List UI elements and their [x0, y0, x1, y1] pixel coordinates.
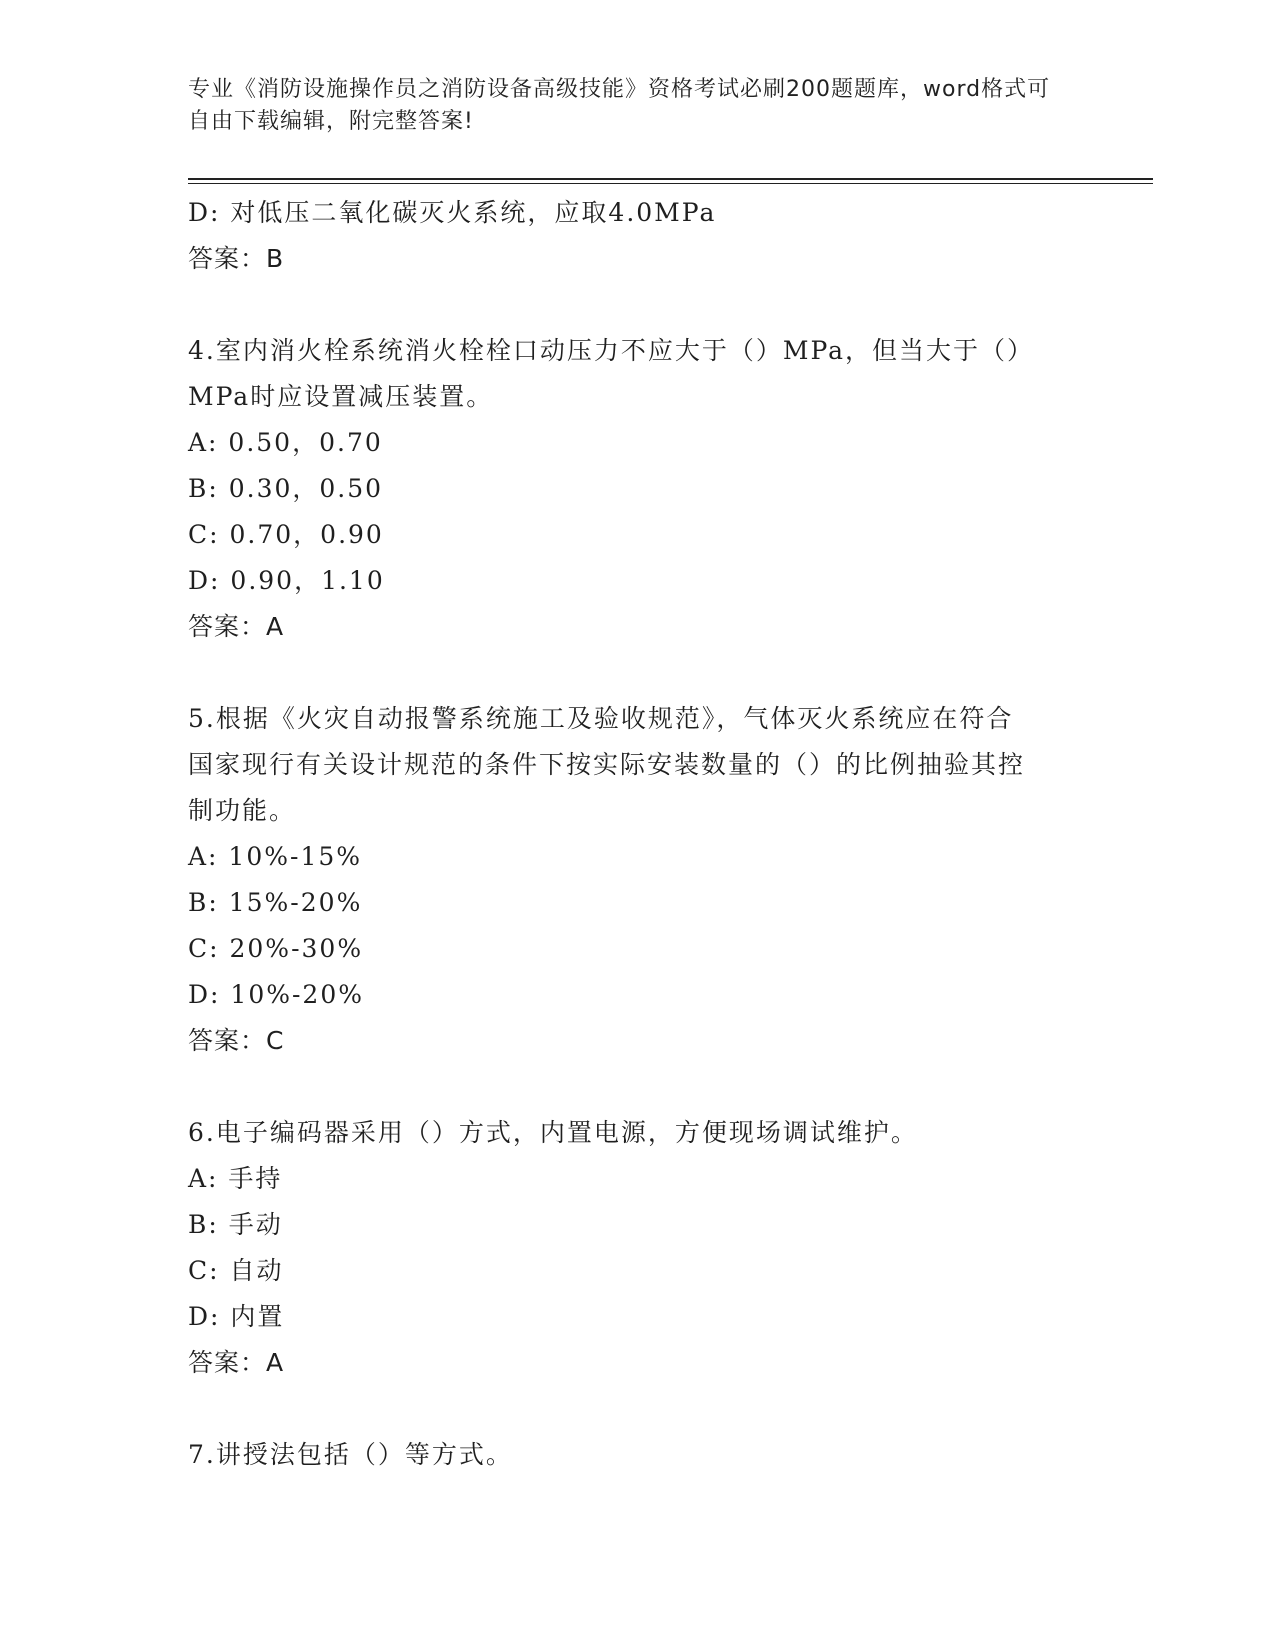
spacer [188, 1064, 1068, 1110]
option-a: A: 手持 [188, 1164, 283, 1193]
document-header: 专业《消防设施操作员之消防设备高级技能》资格考试必刷200题题库，word格式可自由下载编辑，附完整答案! [188, 77, 1051, 134]
question-text: 7.讲授法包括（）等方式。 [188, 1440, 513, 1469]
question-text: 4.室内消火栓系统消火栓栓口动压力不应大于（）MPa，但当大于（）MPa时应设置减压装置。 [188, 336, 1022, 411]
option-b: B: 15%-20% [188, 888, 363, 917]
option-b: B: 0.30，0.50 [188, 474, 384, 503]
spacer [188, 650, 1068, 696]
question-text: 6.电子编码器采用（）方式，内置电源，方便现场调试维护。 [188, 1118, 918, 1147]
option-d: D: 对低压二氧化碳灭火系统，应取4.0MPa [188, 198, 717, 227]
option-d: D: 0.90，1.10 [188, 566, 385, 595]
answer-line: 答案：A [188, 1348, 285, 1377]
option-b: B: 手动 [188, 1210, 283, 1239]
option-c: C: 0.70，0.90 [188, 520, 384, 549]
answer-line: 答案：B [188, 244, 285, 273]
option-d: D: 10%-20% [188, 980, 364, 1009]
spacer [188, 1386, 1068, 1432]
option-a: A: 10%-15% [188, 842, 363, 871]
question-text: 5.根据《火灾自动报警系统施工及验收规范》，气体灭火系统应在符合国家现行有关设计规范的条件下按实际安装数量的（）的比例抽验其控制功能。 [188, 704, 1026, 825]
answer-line: 答案：A [188, 612, 285, 641]
option-c: C: 20%-30% [188, 934, 364, 963]
document-body [188, 190, 1068, 1478]
option-a: A: 0.50，0.70 [188, 428, 383, 457]
answer-line: 答案：C [188, 1026, 285, 1055]
spacer [188, 282, 1068, 328]
option-d: D: 内置 [188, 1302, 285, 1331]
option-c: C: 自动 [188, 1256, 284, 1285]
header-rule-thick [188, 178, 1153, 180]
header-rule-thin [188, 183, 1153, 184]
